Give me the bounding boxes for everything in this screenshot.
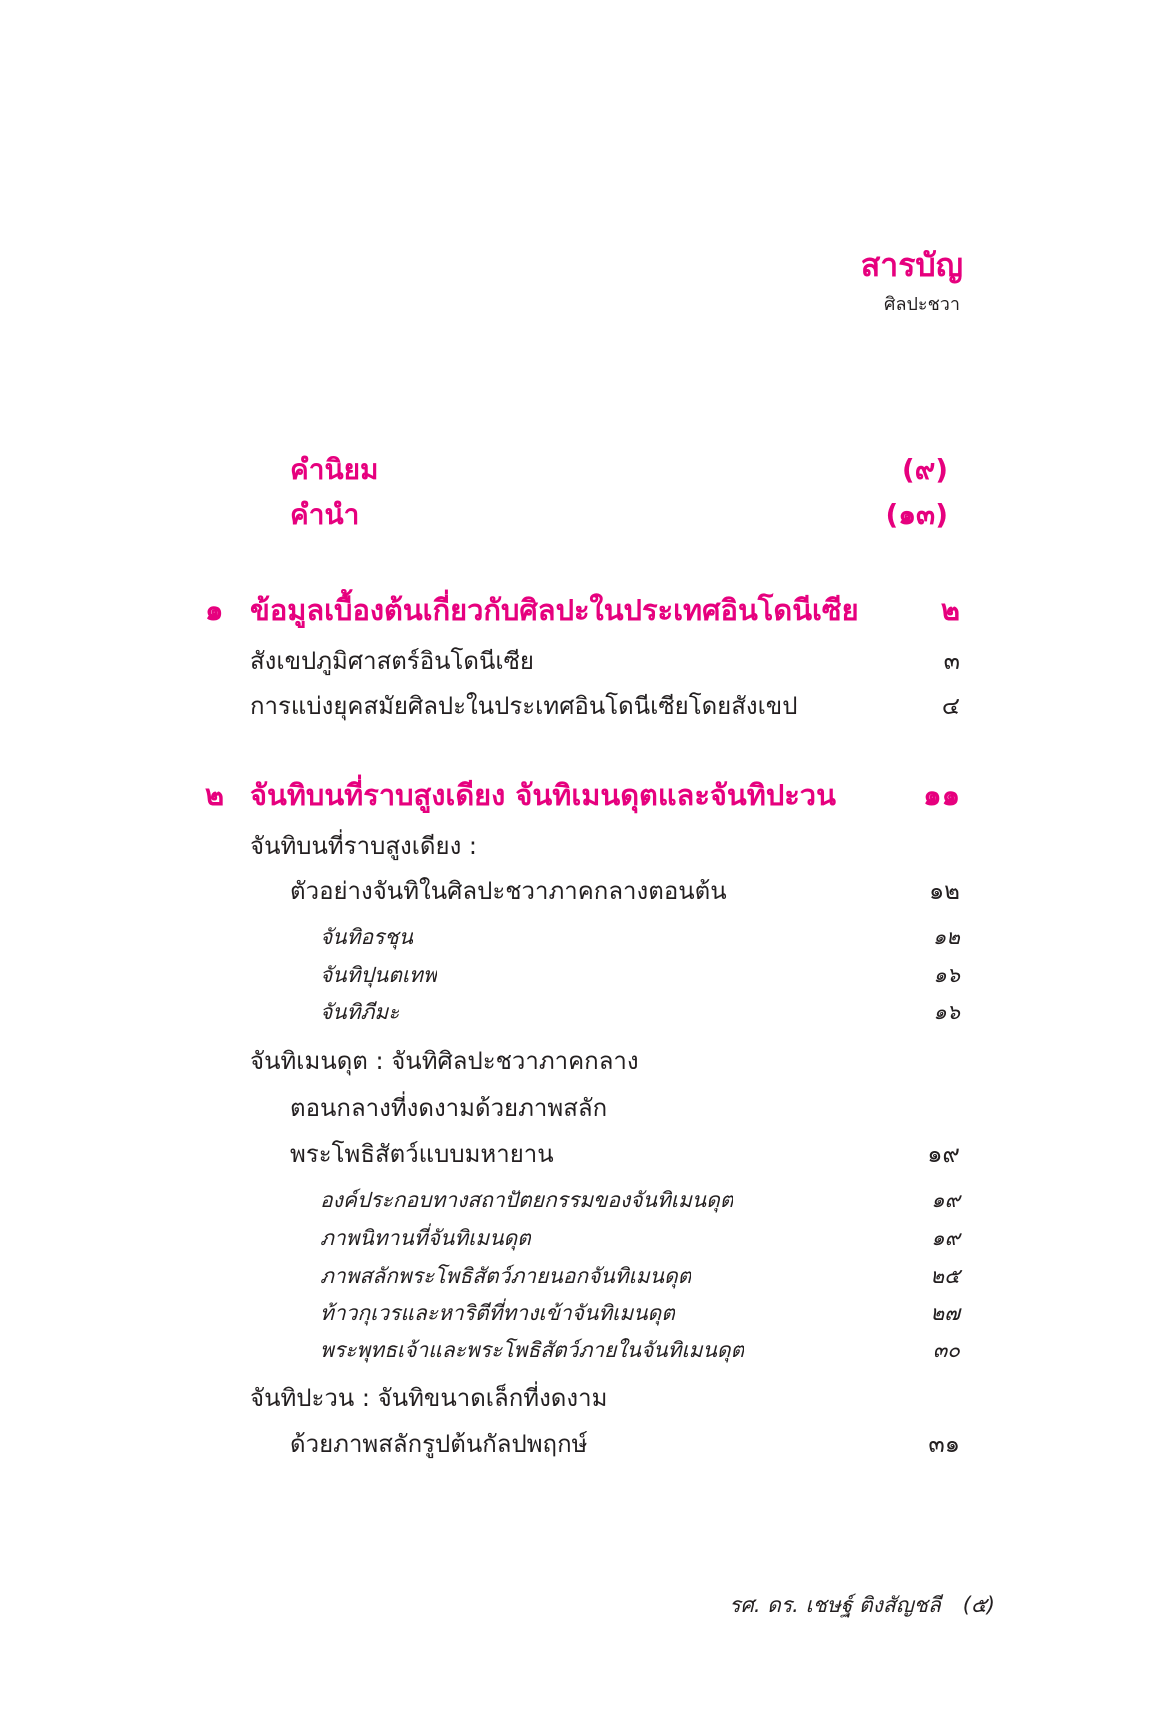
toc-entry-label: สังเขปภูมิศาสตร์อินโดนีเซีย [250,646,534,675]
toc-topic-entry[interactable] [320,1218,960,1258]
toc-entry-label: จันทิอรชุน [320,924,414,949]
toc-topic-entry[interactable] [320,955,960,995]
toc-page-number: ๑๒ [932,924,960,949]
toc-entry-label: จันทิเมนดุต : จันทิศิลปะชวาภาคกลาง [250,1046,639,1075]
toc-entry-label: ตัวอย่างจันทิในศิลปะชวาภาคกลางตอนต้น [290,876,727,905]
toc-entry-label: คำนิยม [290,453,379,486]
toc-entry-label: องค์ประกอบทางสถาปัตยกรรมของจันทิเมนดุต [320,1187,734,1212]
toc-section-entry[interactable] [250,640,960,680]
toc-page-number: ๑๙ [931,1225,960,1250]
toc-page-number: (๑๓) [885,498,948,531]
toc-entry-label: จันทิบนที่ราบสูงเดียง : [250,831,478,860]
toc-entry-label: จันทิภีมะ [320,999,400,1024]
toc-page-number: ๑๖ [933,962,960,987]
toc-page-number: ๑๙ [927,1139,960,1168]
footer-author: รศ. ดร. เชษฐ์ ติงสัญชลี [729,1592,941,1617]
toc-entry-label: ตอนกลางที่งดงามด้วยภาพสลัก [290,1093,608,1122]
chapter-number: ๒ [205,778,225,812]
toc-section-entry-continued[interactable] [290,1087,960,1127]
toc-page-number: ๑๙ [931,1187,960,1212]
toc-section-entry[interactable] [250,825,960,865]
toc-entry-label: ภาพสลักพระโพธิสัตว์ภายนอกจันทิเมนดุต [320,1263,692,1288]
toc-page-number: ๑๒ [928,876,960,905]
toc-section-entry[interactable] [250,685,960,725]
toc-page-number: ๒ [940,593,960,627]
toc-entry-label: จันทิปะวน : จันทิขนาดเล็กที่งดงาม [250,1383,608,1412]
toc-chapter-heading[interactable] [205,590,960,630]
toc-page-number: ๑๖ [933,999,960,1024]
toc-entry-label: ภาพนิทานที่จันทิเมนดุต [320,1225,531,1250]
toc-page-number: ๒๗ [930,1300,960,1325]
toc-page-number: ๒๕ [930,1263,960,1288]
toc-entry-label: การแบ่งยุคสมัยศิลปะในประเทศอินโดนีเซียโดยสังเขป [250,691,798,720]
toc-section-entry[interactable] [250,1377,960,1417]
footer-page-number: (๕) [962,1592,995,1617]
page-footer [729,1585,995,1625]
toc-section-entry-continued[interactable] [290,1133,960,1173]
toc-topic-entry[interactable] [320,917,960,957]
toc-topic-entry[interactable] [320,992,960,1032]
toc-entry-label: ด้วยภาพสลักรูปต้นกัลปพฤกษ์ [290,1429,588,1458]
toc-page-number: (๙) [901,453,948,486]
toc-subsection-entry[interactable] [290,870,960,910]
toc-front-matter-item[interactable] [290,495,948,535]
chapter-title: จันทิบนที่ราบสูงเดียง จันทิเมนดุตและจันทิปะวน [250,778,836,812]
toc-topic-entry[interactable] [320,1330,960,1370]
toc-section-entry[interactable] [250,1040,960,1080]
toc-page-number: ๓ [943,646,960,675]
toc-entry-label: ท้าวกุเวรและหาริตีที่ทางเข้าจันทิเมนดุต [320,1300,675,1325]
toc-entry-label: พระโพธิสัตว์แบบมหายาน [290,1139,554,1168]
toc-page-number: ๔ [941,691,960,720]
toc-topic-entry[interactable] [320,1256,960,1296]
toc-section-entry-continued[interactable] [290,1423,960,1463]
toc-front-matter-item[interactable] [290,450,948,490]
toc-topic-entry[interactable] [320,1293,960,1333]
chapter-title: ข้อมูลเบื้องต้นเกี่ยวกับศิลปะในประเทศอินโดนีเซีย [250,593,859,627]
chapter-number: ๑ [205,593,224,627]
page-title: สารบัญ [860,246,963,284]
toc-entry-label: พระพุทธเจ้าและพระโพธิสัตว์ภายในจันทิเมนดุต [320,1337,745,1362]
toc-entry-label: คำนำ [290,498,360,531]
toc-page-number: ๑๑ [923,778,960,812]
toc-entry-label: จันทิปุนตเทพ [320,962,437,987]
toc-page-number: ๓๑ [928,1429,960,1458]
toc-topic-entry[interactable] [320,1180,960,1220]
toc-chapter-heading[interactable] [205,775,960,815]
toc-page-number: ๓๐ [932,1337,960,1362]
page-subtitle: ศิลปะชวา [884,294,960,315]
